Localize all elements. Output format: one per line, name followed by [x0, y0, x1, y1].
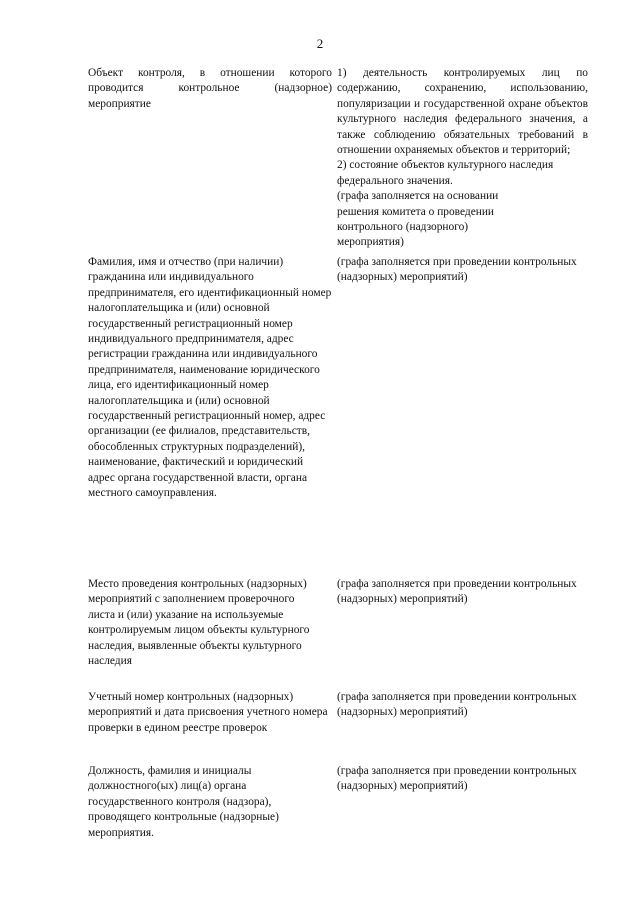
row-label-control-object: Объект контроля, в отношении которого проводится контрольное (надзорное) мероприятие — [88, 67, 332, 110]
row-value-controlled-person: (графа заполняется при проведении контрольных (надзорных) мероприятий) — [337, 256, 577, 284]
row-value-place: (графа заполняется при проведении контрольных (надзорных) мероприятий) — [337, 578, 577, 606]
row-value-registration-number: (графа заполняется при проведении контрольных (надзорных) мероприятий) — [337, 691, 577, 719]
control-object-item-1: 1) деятельность контролируемых лиц по содержанию, сохранению, использованию, популяризации и государственной охране объектов культурного наследия федерального значения, а также соблюдению обязательных требований в отношении охраняемых объектов и территорий; — [337, 67, 588, 157]
row-label-officials: Должность, фамилия и инициалы должностного(ых) лиц(а) органа государственного контроля (надзора), проводящего контрольные (надзорные) мероприятия. — [88, 765, 279, 839]
row-label-registration-number: Учетный номер контрольных (надзорных) мероприятий и дата присвоения учетного номера проверки в едином реестре проверок — [88, 691, 328, 734]
page-number: 2 — [316, 36, 324, 51]
row-value-officials: (графа заполняется при проведении контрольных (надзорных) мероприятий) — [337, 765, 577, 793]
row-label-place: Место проведения контрольных (надзорных) мероприятий с заполнением проверочного листа и (или) указание на используемые контролируемым лицом объекты культурного наследия, выявленные объекты культурного наследия — [88, 578, 310, 668]
control-object-note: (графа заполняется на основании решения комитета о проведении контрольного (надзорного) мероприятия) — [337, 190, 499, 249]
control-object-item-2: 2) состояние объектов культурного наследия федерального значения. — [337, 159, 554, 187]
row-label-controlled-person: Фамилия, имя и отчество (при наличии) гражданина или индивидуального предпринимателя, его идентификационный номер налогоплательщика и (или) основной государственный регистрационный номер индивидуального предпринимателя, адрес регистрации гражданина или индивидуального предпринимателя, наименование юридического лица, его идентификационный номер налогоплательщика и (или) основной государственный регистрационный номер, адрес организации (ее филиалов, представительств, обособленных структурных подразделений), наименование, фактический и юридический адрес органа государственной власти, органа местного самоуправления. — [88, 256, 332, 500]
row-value-control-object — [337, 66, 588, 251]
